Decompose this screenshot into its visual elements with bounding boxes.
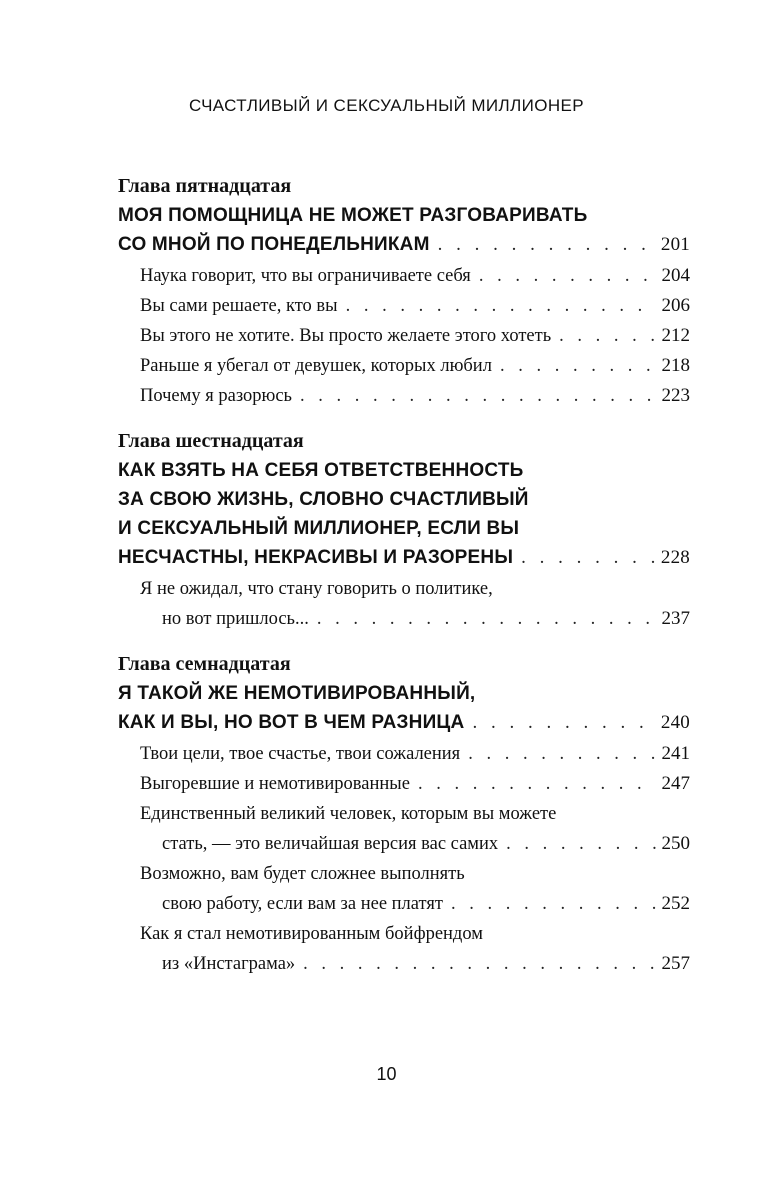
- section-title: Почему я разорюсь: [140, 386, 292, 406]
- section-entry[interactable]: [118, 261, 690, 291]
- page-number: 252: [661, 893, 690, 914]
- page-number: 247: [661, 773, 690, 794]
- section-entry[interactable]: [118, 574, 690, 634]
- section-title: Единственный великий человек, которым вы можете: [140, 804, 557, 824]
- chapter-title-line: ЗА СВОЮ ЖИЗНЬ, СЛОВНО СЧАСТЛИВЫЙ: [118, 489, 529, 510]
- page-folio: 10: [376, 1064, 397, 1084]
- section-entry[interactable]: [118, 859, 690, 919]
- chapter-title-entry[interactable]: [118, 230, 690, 259]
- section-entry[interactable]: [118, 769, 690, 799]
- chapter-title-line: СО МНОЙ ПО ПОНЕДЕЛЬНИКАМ: [118, 234, 430, 255]
- page-number: 223: [661, 385, 690, 406]
- chapter-label: Глава шестнадцатая: [118, 430, 304, 452]
- chapter-title-line: И СЕКСУАЛЬНЫЙ МИЛЛИОНЕР, ЕСЛИ ВЫ: [118, 518, 520, 539]
- page-number: 204: [661, 265, 690, 286]
- section-title: Твои цели, твое счастье, твои сожаления: [140, 744, 461, 764]
- chapter-title-line: КАК И ВЫ, НО ВОТ В ЧЕМ РАЗНИЦА: [118, 712, 465, 733]
- section-title: Как я стал немотивированным бойфрендом: [140, 924, 483, 944]
- section-title: Возможно, вам будет сложнее выполнять: [140, 864, 465, 884]
- chapter-title-line: МОЯ ПОМОЩНИЦА НЕ МОЖЕТ РАЗГОВАРИВАТЬ: [118, 205, 588, 226]
- section-title-continued: свою работу, если вам за нее платят: [162, 894, 443, 914]
- chapter-title-line: Я ТАКОЙ ЖЕ НЕМОТИВИРОВАННЫЙ,: [118, 683, 476, 704]
- page-number: 250: [661, 833, 690, 854]
- page-number: 218: [661, 355, 690, 376]
- section-entry[interactable]: [118, 351, 690, 381]
- chapter-16: [118, 427, 690, 634]
- dot-leader: [346, 291, 656, 321]
- dot-leader: [438, 230, 655, 259]
- page-number: 228: [660, 547, 690, 568]
- dot-leader: [451, 889, 656, 919]
- dot-leader: [559, 321, 655, 351]
- page-number: 257: [661, 953, 690, 974]
- dot-leader: [521, 543, 655, 572]
- section-title: Наука говорит, что вы ограничиваете себя: [140, 266, 471, 286]
- dot-leader: [317, 604, 656, 634]
- chapter-title-line: КАК ВЗЯТЬ НА СЕБЯ ОТВЕТСТВЕННОСТЬ: [118, 460, 524, 481]
- dot-leader: [468, 739, 655, 769]
- page-number: 237: [661, 608, 690, 629]
- section-title: Выгоревшие и немотивированные: [140, 774, 410, 794]
- section-title: Раньше я убегал от девушек, которых любил: [140, 356, 492, 376]
- section-entry[interactable]: [118, 799, 690, 859]
- page-number: 212: [661, 325, 690, 346]
- chapter-17: [118, 650, 690, 979]
- chapter-label: Глава семнадцатая: [118, 653, 291, 675]
- section-title: Вы сами решаете, кто вы: [140, 296, 338, 316]
- page-number: 206: [661, 295, 690, 316]
- chapter-15: [118, 172, 690, 411]
- dot-leader: [303, 949, 655, 979]
- section-title-continued: но вот пришлось...: [162, 609, 309, 629]
- section-entry[interactable]: [118, 291, 690, 321]
- section-title: Вы этого не хотите. Вы просто желаете этого хотеть: [140, 326, 552, 346]
- table-of-contents: [118, 172, 690, 995]
- chapter-title-entry[interactable]: [118, 543, 690, 572]
- running-head: СЧАСТЛИВЫЙ И СЕКСУАЛЬНЫЙ МИЛЛИОНЕР: [188, 96, 585, 115]
- dot-leader: [300, 381, 656, 411]
- dot-leader: [500, 351, 656, 381]
- dot-leader: [479, 261, 656, 291]
- page-number: 241: [661, 743, 690, 764]
- section-entry[interactable]: [118, 739, 690, 769]
- chapter-title-entry[interactable]: [118, 708, 690, 737]
- section-title-continued: из «Инстаграма»: [162, 954, 296, 974]
- dot-leader: [418, 769, 656, 799]
- chapter-label: Глава пятнадцатая: [118, 175, 292, 197]
- page-number: 240: [660, 712, 690, 733]
- dot-leader: [472, 708, 654, 737]
- section-title-continued: стать, — это величайшая версия вас самих: [162, 834, 499, 854]
- section-title: Я не ожидал, что стану говорить о политике,: [140, 579, 493, 599]
- page-number: 201: [660, 234, 690, 255]
- section-entry[interactable]: [118, 321, 690, 351]
- section-entry[interactable]: [118, 919, 690, 979]
- dot-leader: [506, 829, 655, 859]
- chapter-title-line: НЕСЧАСТНЫ, НЕКРАСИВЫ И РАЗОРЕНЫ: [118, 547, 514, 568]
- section-entry[interactable]: [118, 381, 690, 411]
